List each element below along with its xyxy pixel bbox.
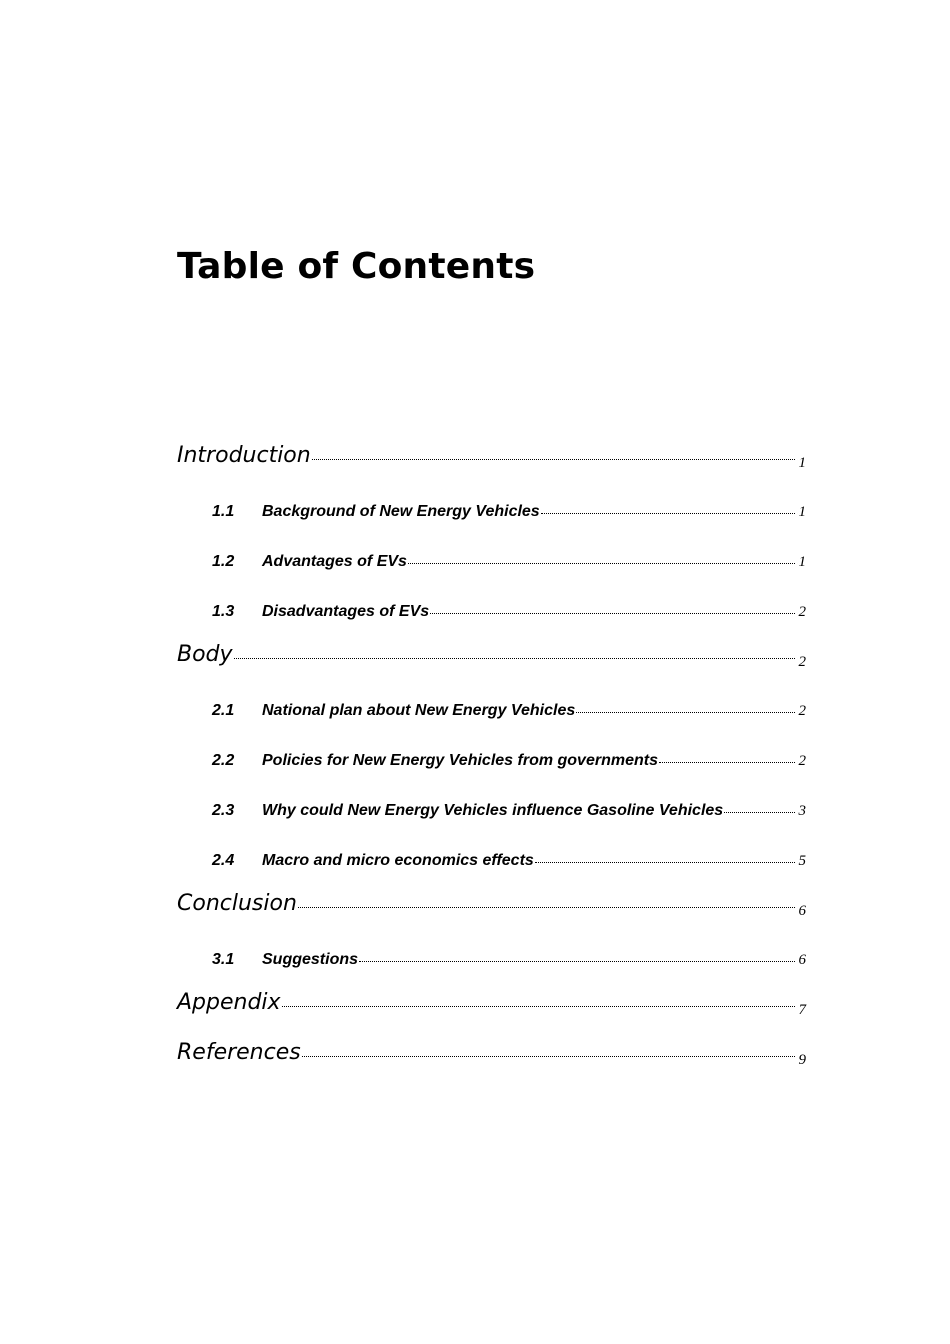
toc-entry-title: Policies for New Energy Vehicles from governments xyxy=(262,752,658,769)
page-title: Table of Contents xyxy=(177,246,536,287)
toc-entry-1-1[interactable] xyxy=(212,503,806,521)
toc-entry-1-3[interactable] xyxy=(212,603,806,621)
toc-page-number: 6 xyxy=(798,903,806,919)
toc-entry-conclusion[interactable] xyxy=(177,891,806,919)
toc-entry-2-3[interactable] xyxy=(212,802,806,820)
section-number: 2.2 xyxy=(212,752,235,769)
toc-entry-references[interactable] xyxy=(177,1040,806,1068)
toc-entry-title: Why could New Energy Vehicles influence Gasoline Vehicles xyxy=(262,802,724,819)
toc-page-number: 2 xyxy=(798,604,806,620)
toc-entry-title: Background of New Energy Vehicles xyxy=(262,503,540,520)
section-number: 2.3 xyxy=(212,802,235,819)
section-number: 2.1 xyxy=(212,702,235,719)
dot-leader xyxy=(312,459,795,460)
dot-leader xyxy=(408,563,795,564)
toc-entry-3-1[interactable] xyxy=(212,951,806,969)
toc-entry-2-4[interactable] xyxy=(212,852,806,870)
toc-entry-introduction[interactable] xyxy=(177,443,806,471)
toc-entry-title: Advantages of EVs xyxy=(262,553,407,570)
toc-page-number: 1 xyxy=(798,554,806,570)
toc-page-number: 2 xyxy=(798,654,806,670)
toc-entry-1-2[interactable] xyxy=(212,553,806,571)
toc-page-number: 3 xyxy=(798,803,806,819)
section-number: 1.3 xyxy=(212,603,235,620)
toc-page-number: 2 xyxy=(798,703,806,719)
toc-entry-title: National plan about New Energy Vehicles xyxy=(262,702,576,719)
dot-leader xyxy=(282,1006,795,1007)
dot-leader xyxy=(298,907,795,908)
toc-page-number: 1 xyxy=(798,504,806,520)
toc-entry-2-2[interactable] xyxy=(212,752,806,770)
dot-leader xyxy=(576,712,794,713)
dot-leader xyxy=(541,513,795,514)
toc-page-number: 6 xyxy=(798,952,806,968)
toc-entry-body[interactable] xyxy=(177,642,806,670)
toc-entry-2-1[interactable] xyxy=(212,702,806,720)
dot-leader xyxy=(234,658,795,659)
section-number: 1.1 xyxy=(212,503,235,520)
toc-page-number: 2 xyxy=(798,753,806,769)
toc-page-number: 7 xyxy=(798,1002,806,1018)
toc-entry-appendix[interactable] xyxy=(177,990,806,1018)
toc-entry-title: Suggestions xyxy=(262,951,359,968)
dot-leader xyxy=(302,1056,795,1057)
toc-page-number: 9 xyxy=(798,1052,806,1068)
dot-leader xyxy=(659,762,795,763)
toc-page-number: 1 xyxy=(798,455,806,471)
toc-entry-title: Introduction xyxy=(177,443,311,468)
section-number: 2.4 xyxy=(212,852,235,869)
dot-leader xyxy=(430,613,794,614)
toc-page-number: 5 xyxy=(798,853,806,869)
toc-entry-title: Macro and micro economics effects xyxy=(262,852,534,869)
dot-leader xyxy=(724,812,794,813)
toc-entry-title: Body xyxy=(177,642,233,667)
toc-entry-title: Appendix xyxy=(177,990,281,1015)
toc-entry-title: References xyxy=(177,1040,301,1065)
dot-leader xyxy=(535,862,795,863)
section-number: 1.2 xyxy=(212,553,235,570)
dot-leader xyxy=(359,961,794,962)
toc-entry-title: Disadvantages of EVs xyxy=(262,603,430,620)
toc-entry-title: Conclusion xyxy=(177,891,297,916)
section-number: 3.1 xyxy=(212,951,235,968)
